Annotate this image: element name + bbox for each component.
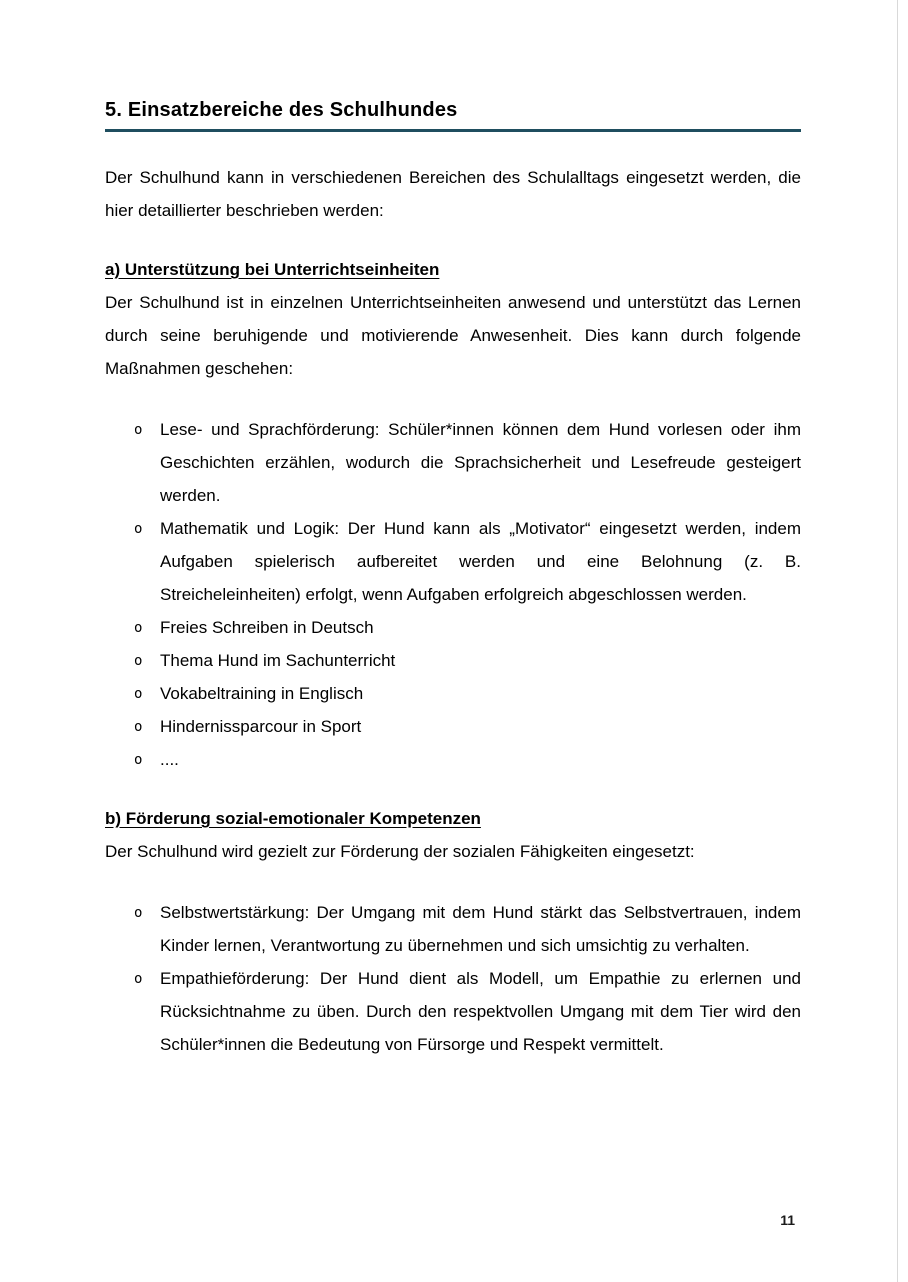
section-a-heading: a) Unterstützung bei Unterrichtseinheiten (105, 260, 440, 279)
bullet-marker-icon: o (134, 971, 143, 987)
section-b (105, 802, 801, 1061)
section-a-body: Der Schulhund ist in einzelnen Unterrichtseinheiten anwesend und unterstützt das Lernen durch seine beruhigende und motivierende Anwesenheit. Dies kann durch folgende Maßnahmen geschehen: (105, 293, 801, 378)
page-title: 5. Einsatzbereiche des Schulhundes (105, 98, 801, 132)
page-content (105, 98, 801, 1061)
page-number: 11 (780, 1212, 795, 1228)
list-item-text: Mathematik und Logik: Der Hund kann als „Motivator“ eingesetzt werden, indem Aufgaben spielerisch aufbereitet werden und eine Belohnung (z. B. Streicheleinheiten) erfolgt, wenn Aufgaben erfolgreich abgeschlossen werden. (160, 519, 801, 604)
list-item-text: Thema Hund im Sachunterricht (160, 651, 396, 670)
list-item (105, 413, 801, 512)
intro-paragraph: Der Schulhund kann in verschiedenen Bereichen des Schulalltags eingesetzt werden, die hier detaillierter beschrieben werden: (105, 168, 801, 220)
bullet-marker-icon: o (134, 719, 143, 735)
bullet-marker-icon: o (134, 653, 143, 669)
bullet-marker-icon: o (134, 620, 143, 636)
page-edge-divider (897, 0, 898, 1282)
list-item (105, 896, 801, 962)
list-item (105, 743, 801, 776)
list-item (105, 512, 801, 611)
list-item-text: Selbstwertstärkung: Der Umgang mit dem Hund stärkt das Selbstvertrauen, indem Kinder lernen, Verantwortung zu übernehmen und sich umsichtig zu verhalten. (160, 903, 801, 955)
bullet-marker-icon: o (134, 905, 143, 921)
list-item-text: Freies Schreiben in Deutsch (160, 618, 374, 637)
list-item-text: Lese- und Sprachförderung: Schüler*innen können dem Hund vorlesen oder ihm Geschichten erzählen, wodurch die Sprachsicherheit und Lesefreude gesteigert werden. (160, 420, 801, 505)
list-item-text: .... (160, 750, 179, 769)
list-item (105, 644, 801, 677)
bullet-marker-icon: o (134, 686, 143, 702)
list-item-text: Empathieförderung: Der Hund dient als Modell, um Empathie zu erlernen und Rücksichtnahme zu üben. Durch den respektvollen Umgang mit dem Tier wird den Schüler*innen die Bedeutung von Fürsorge und Respekt vermittelt. (160, 969, 801, 1054)
section-a-bullet-list (105, 413, 801, 776)
bullet-marker-icon: o (134, 521, 143, 537)
section-b-bullet-list (105, 896, 801, 1061)
bullet-marker-icon: o (134, 752, 143, 768)
section-b-body: Der Schulhund wird gezielt zur Förderung der sozialen Fähigkeiten eingesetzt: (105, 842, 695, 861)
list-item (105, 677, 801, 710)
section-b-heading: b) Förderung sozial-emotionaler Kompetenzen (105, 809, 481, 828)
list-item (105, 611, 801, 644)
section-a (105, 253, 801, 776)
list-item (105, 962, 801, 1061)
list-item (105, 710, 801, 743)
bullet-marker-icon: o (134, 422, 143, 438)
list-item-text: Hindernissparcour in Sport (160, 717, 362, 736)
list-item-text: Vokabeltraining in Englisch (160, 684, 364, 703)
